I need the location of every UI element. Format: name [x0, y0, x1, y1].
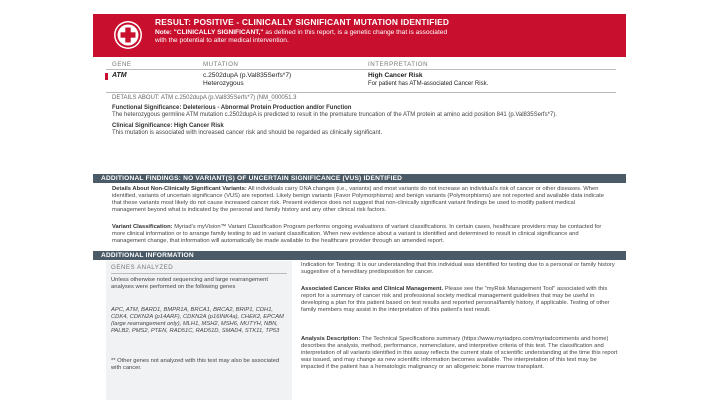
functional-text: The heterozygous germline ATM mutation c.2502dupA is predicted to result in the premature truncation of the ATM protein at amino acid position 841 (p.Val835Serfs*7).: [112, 112, 557, 119]
interpretation-column-header: INTERPRETATION: [368, 61, 429, 68]
gene-column-header: GENE: [112, 61, 132, 68]
genes-list: APC, ATM, BARD1, BMPR1A, BRCA1, BRCA2, BRIP1, CDH1, CDK4, CDKN2A (p14ARF), CDKN2A (p16INK4a), CHEK2, EPCAM (large rearrangement only), MLH1, MSH2, MSH6, MUTYH, NBN, PALB2, PMS2, PTEN, RAD51C, RAD51D, SMAD4, STK11, TP53: [111, 307, 284, 334]
gene-name: ATM: [112, 72, 127, 79]
medical-cross-icon: [114, 21, 142, 49]
result-note: Note: "CLINICALLY SIGNIFICANT," as defined in this report, is a genetic change that is associated with the potential to alter medical intervention.: [155, 29, 448, 44]
analysis-description-paragraph: Analysis Description: The Technical Specifications summary (https://www.myriadpro.com/myriadcomments and home) describes the analysis, method, performance, nomenclature, and interpretive criteria of this test. The classification and interpretation of all variants identified in this assay reflects the current state of scientific understanding at the time this report was issued, and may change as new scientific information becomes available. The interpretation of this test may be impacted if the patient has a hematologic malignancy or an allogeneic bone marrow transplant.: [301, 336, 618, 370]
mutation-column-header: MUTATION: [203, 61, 239, 68]
testing-indication: Indication for Testing: It is our understanding that this individual was identified for testing due to a personal or family history suggestive of a hereditary predisposition for cancer.: [301, 262, 615, 275]
clinical-text: This mutation is associated with increased cancer risk and should be regarded as clinically significant.: [112, 130, 383, 137]
functional-significance: Functional Significance: Deleterious - Abnormal Protein Production and/or Function: [112, 104, 352, 111]
interpretation-cell: High Cancer Risk For patient has ATM-associated Cancer Risk.: [368, 72, 489, 87]
genes-analyzed-header: GENES ANALYZED: [111, 264, 174, 271]
mutation-cell: c.2502dupA (p.Val835Serfs*7) Heterozygous: [203, 72, 292, 87]
variant-details: [112, 95, 612, 138]
result-banner: [93, 14, 626, 57]
genes-intro: Unless otherwise noted sequencing and large rearrangement analyses were performed on the following genes: [111, 277, 268, 290]
row-divider: [106, 92, 616, 93]
clinical-significance: Clinical Significance: High Cancer Risk: [112, 122, 224, 129]
details-heading: DETAILS ABOUT: ATM c.2502dupA (p.Val835Serfs*7) (NM_000051.3: [112, 95, 297, 101]
non-significant-variants-paragraph: Details About Non-Clinically Significant Variants: All individuals carry DNA changes (i.e., variants) and most variants do not increase an individual's risk of cancer or other diseases. When identified, variants of uncertain significance (VUS) are reported. Likely benign variants (Favor Polymorphisms) and benign variants (Polymorphisms) are not reported and available data indicate that these variants most likely do not cause increased cancer risk. Present evidence does not suggest that non-clinically significant variant findings be used to modify patient medical management beyond what is indicated by the personal and family history and any other clinical risk factors.: [112, 186, 605, 213]
variant-classification-paragraph: Variant Classification: Myriad's myVision™ Variant Classification Program performs ongoing evaluations of variant classifications. In certain cases, healthcare providers may be contacted for more clinical information or to arrange family testing to aid in variant classification. When new evidence about a variant is identified and determined to result in clinical significance and management change, that information will automatically be made available to the healthcare provider through an amended report.: [112, 224, 602, 244]
positive-flag: [105, 73, 108, 80]
genes-analyzed-box: [106, 261, 292, 400]
genes-footnote: ** Other genes not analyzed with this test may also be associated with cancer.: [111, 358, 280, 371]
additional-information-bar: ADDITIONAL INFORMATION: [93, 251, 626, 260]
test-report: [93, 14, 626, 400]
result-title: RESULT: POSITIVE - CLINICALLY SIGNIFICANT MUTATION IDENTIFIED: [155, 17, 450, 27]
additional-findings-bar: ADDITIONAL FINDINGS: NO VARIANT(S) OF UNCERTAIN SIGNIFICANCE (VUS) IDENTIFIED: [93, 174, 626, 183]
associated-risks-paragraph: Associated Cancer Risks and Clinical Management. Please see the "myRisk Management Tool" associated with this report for a summary of cancer risk and professional society medical management guidelines that may be useful in developing a plan for this patient based on test results and reported personal/family history, if applicable. Testing of other family members may assist in the interpretation of this patient's test result.: [301, 286, 610, 313]
genes-divider: [111, 273, 287, 274]
table-divider: [106, 69, 616, 70]
